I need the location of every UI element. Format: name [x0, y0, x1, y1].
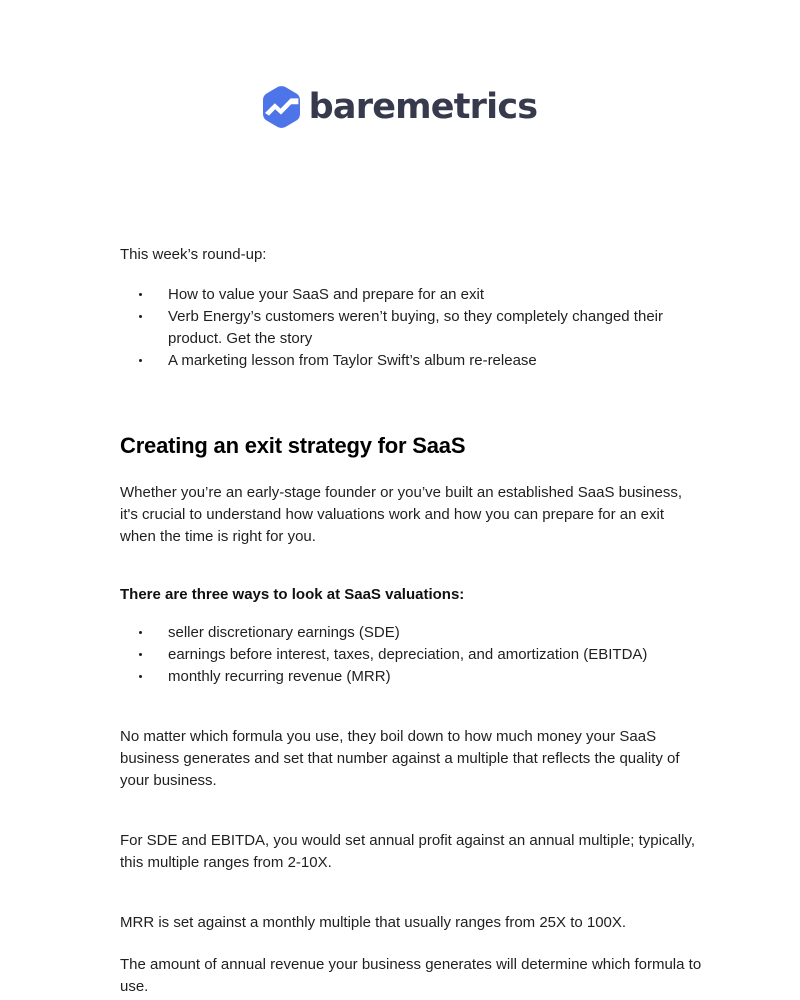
body-paragraph-mrr: MRR is set against a monthly multiple that usually ranges from 25X to 100X.: [120, 914, 627, 931]
email-header: [0, 0, 800, 128]
valuations-lead-in: There are three ways to look at SaaS valuations:: [120, 586, 465, 603]
list-item: [120, 284, 704, 306]
bullet-dot-icon: [139, 631, 142, 634]
bullet-dot-icon: [139, 315, 142, 318]
page-title: Creating an exit strategy for SaaS: [120, 433, 466, 458]
roundup-intro: This week’s round-up:: [120, 246, 267, 263]
list-item-text[interactable]: Verb Energy’s customers weren’t buying, so they completely changed their product. Get the story: [168, 308, 663, 347]
bullet-dot-icon: [139, 293, 142, 296]
section-intro-paragraph: Whether you’re an early-stage founder or you’ve built an established SaaS business, it's crucial to understand how valuations work and how you can prepare for an exit when the time is right for you.: [120, 484, 682, 545]
body-paragraph-sde-ebitda: For SDE and EBITDA, you would set annual profit against an annual multiple; typically, this multiple ranges from 2-10X.: [120, 832, 696, 871]
spacer: [120, 460, 704, 482]
list-item-text[interactable]: How to value your SaaS and prepare for an exit: [168, 286, 485, 303]
valuation-methods-list: [120, 622, 704, 688]
bullet-dot-icon: [139, 359, 142, 362]
body-paragraph-formula: No matter which formula you use, they boil down to how much money your SaaS business generates and set that number against a multiple that reflects the quality of your business.: [120, 728, 680, 789]
bullet-dot-icon: [139, 653, 142, 656]
spacer: [120, 372, 704, 432]
spacer: [120, 548, 704, 584]
spacer: [120, 688, 704, 726]
bullet-dot-icon: [139, 675, 142, 678]
roundup-list: [120, 284, 704, 372]
list-item: [120, 666, 704, 688]
baremetrics-mark-icon: [263, 86, 300, 128]
list-item: [120, 306, 704, 350]
list-item: [120, 350, 704, 372]
baremetrics-wordmark: baremetrics: [308, 86, 538, 127]
list-item: [120, 644, 704, 666]
spacer: [120, 606, 704, 622]
list-item-text: earnings before interest, taxes, depreciation, and amortization (EBITDA): [168, 646, 648, 663]
spacer: [120, 934, 704, 954]
baremetrics-logo[interactable]: [263, 86, 538, 128]
list-item-text: seller discretionary earnings (SDE): [168, 624, 400, 641]
spacer: [120, 792, 704, 830]
spacer: [120, 874, 704, 912]
email-body: [0, 128, 800, 998]
list-item: [120, 622, 704, 644]
list-item-text[interactable]: A marketing lesson from Taylor Swift’s album re-release: [168, 352, 537, 369]
list-item-text: monthly recurring revenue (MRR): [168, 668, 391, 685]
body-paragraph-annual-revenue: The amount of annual revenue your business generates will determine which formula to use.: [120, 956, 702, 995]
